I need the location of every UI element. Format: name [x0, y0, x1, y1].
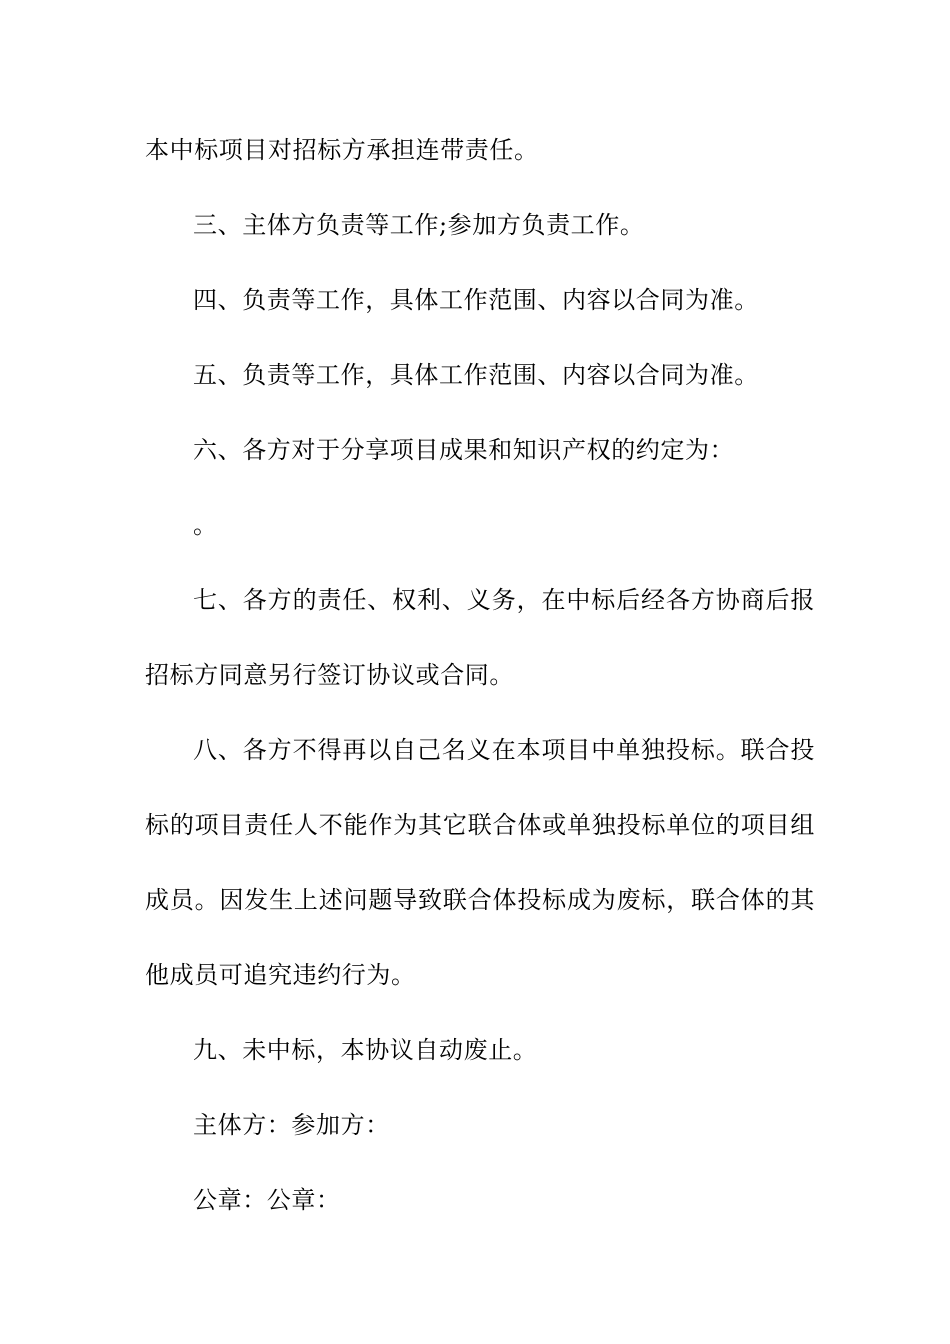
clause-7-line-2: 招标方同意另行签订协议或合同。 [145, 661, 514, 689]
signature-seals: 公章：公章： [193, 1186, 341, 1214]
clause-8-line-1: 八、各方不得再以自己名义在本项目中单独投标。联合投 [193, 736, 815, 764]
text-line-1: 本中标项目对招标方承担连带责任。 [145, 136, 539, 164]
clause-8-line-3: 成员。因发生上述问题导致联合体投标成为废标，联合体的其 [145, 886, 815, 914]
clause-4: 四、负责等工作，具体工作范围、内容以合同为准。 [193, 286, 759, 314]
clause-6: 六、各方对于分享项目成果和知识产权的约定为： [193, 436, 735, 464]
clause-6-continuation: 。 [193, 511, 218, 539]
clause-8-line-4: 他成员可追究违约行为。 [145, 961, 416, 989]
clause-9: 九、未中标，本协议自动废止。 [193, 1036, 538, 1064]
clause-3: 三、主体方负责等工作;参加方负责工作。 [193, 211, 645, 239]
clause-8-line-2: 标的项目责任人不能作为其它联合体或单独投标单位的项目组 [145, 811, 815, 839]
signature-parties: 主体方：参加方： [193, 1111, 390, 1139]
clause-7-line-1: 七、各方的责任、权利、义务，在中标后经各方协商后报 [193, 586, 815, 614]
clause-5: 五、负责等工作，具体工作范围、内容以合同为准。 [193, 361, 759, 389]
